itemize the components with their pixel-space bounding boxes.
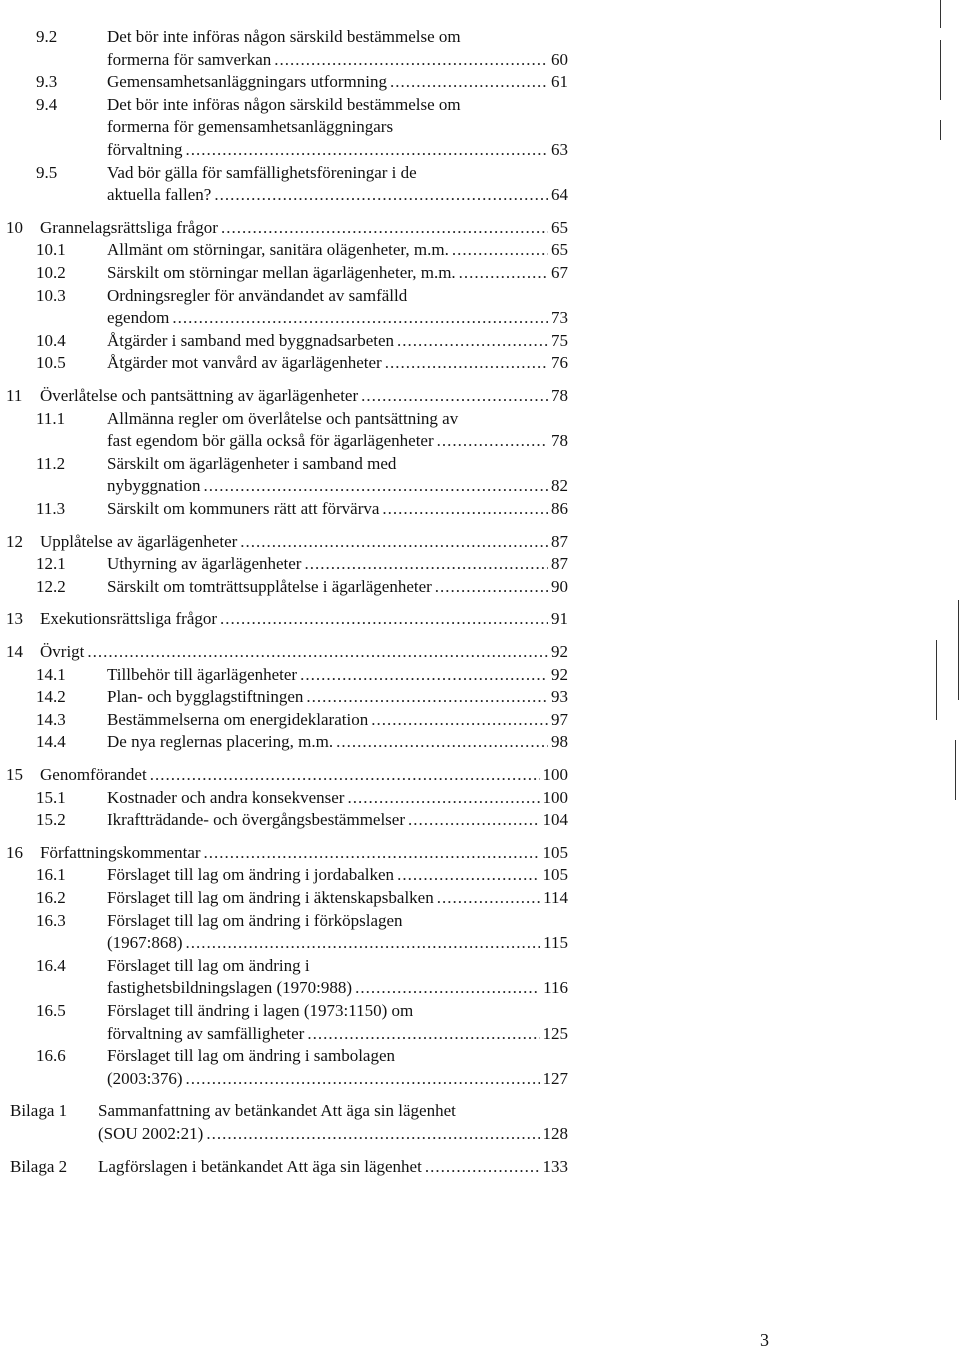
section-title: Förslaget till lag om ändring i jordabalken (107, 865, 395, 885)
section-title: Särskilt om störningar mellan ägarlägenheter, m.m. (107, 263, 456, 282)
section-title: De nya reglernas placering, m.m. (107, 732, 334, 752)
section-number: 12.1 (36, 554, 66, 574)
section-title: Förslaget till lag om ändring i förköpslagen (107, 910, 403, 930)
page-ref: 100 (542, 765, 568, 784)
toc-line (0, 182, 578, 208)
page-ref: 105 (542, 865, 568, 885)
section-title: fastighetsbildningslagen (1970:988) (107, 978, 353, 998)
page-ref: 98 (551, 732, 568, 752)
section-title: Ordningsregler för användandet av samfälld (107, 285, 408, 305)
page-ref: 73 (551, 308, 568, 328)
section-title: egendom (107, 308, 170, 328)
dot-leader (220, 606, 548, 632)
section-number: 12 (6, 531, 23, 551)
section-number: 16 (6, 842, 23, 862)
dot-leader (382, 496, 548, 522)
section-title: Grannelagsrättsliga frågor (40, 217, 218, 237)
dot-leader (186, 1066, 540, 1092)
section-number: 11.3 (36, 499, 66, 518)
section-number: 10 (6, 217, 23, 237)
page-ref: 65 (551, 240, 568, 260)
section-title: aktuella fallen? (107, 185, 212, 205)
section-title: Uthyrning av ägarlägenheter (107, 554, 302, 574)
dot-leader (408, 807, 539, 833)
section-title: Allmänna regler om överlåtelse och pantsättning av (107, 408, 459, 428)
page-number: 3 (760, 1330, 769, 1350)
toc-line (0, 606, 578, 632)
section-number: 10.5 (36, 353, 66, 373)
section-number: 14 (6, 642, 23, 661)
dot-leader (206, 1121, 539, 1147)
scan-artifact (955, 740, 956, 800)
toc-line (0, 729, 578, 755)
page-ref: 60 (551, 49, 568, 69)
section-title: Det bör inte införas någon särskild bestämmelse om (107, 27, 461, 46)
page-ref: 100 (542, 787, 568, 807)
page-ref: 64 (551, 185, 568, 205)
section-number: 10.1 (36, 240, 66, 260)
section-title: Åtgärder mot vanvård av ägarlägenheter (107, 353, 382, 373)
section-number: 15 (6, 765, 23, 784)
page-ref: 67 (551, 263, 568, 282)
section-title: Gemensamhetsanläggningars utformning (107, 72, 387, 92)
section-title: formerna för samverkan (107, 49, 272, 69)
page-ref: 105 (542, 842, 568, 862)
section-title: nybyggnation (107, 476, 201, 496)
section-title: (2003:376) (107, 1068, 183, 1088)
section-number: 11.1 (36, 408, 66, 428)
section-title: (SOU 2002:21) (98, 1124, 204, 1143)
section-number: 16.2 (36, 888, 66, 907)
section-number: 16.4 (36, 955, 66, 975)
section-number: 15.1 (36, 787, 66, 807)
scan-artifact (940, 0, 941, 28)
section-title: Genomförandet (40, 765, 147, 784)
section-title: Förslaget till lag om ändring i (107, 955, 310, 975)
section-title: Bestämmelserna om energideklaration (107, 709, 369, 729)
section-number: 10.4 (36, 330, 66, 350)
section-number: 14.1 (36, 664, 66, 684)
scan-artifact (936, 640, 937, 720)
section-title: Tillbehör till ägarlägenheter (107, 664, 298, 684)
section-number: 11.2 (36, 453, 66, 473)
page-ref: 104 (542, 810, 568, 830)
toc-line (0, 1154, 578, 1180)
section-number: 11 (6, 386, 23, 405)
section-title: Exekutionsrättsliga frågor (40, 609, 218, 629)
section-title: Plan- och bygglagstiftningen (107, 687, 304, 707)
section-number: 16.5 (36, 1001, 66, 1020)
section-title: Åtgärder i samband med byggnadsarbeten (107, 330, 395, 350)
page-ref: 61 (551, 72, 568, 92)
section-number: 15.2 (36, 810, 66, 830)
section-title: (1967:868) (107, 933, 183, 953)
scan-artifact (958, 600, 959, 700)
section-title: Ikraftträdande- och övergångsbestämmelser (107, 810, 406, 830)
page-ref: 90 (551, 576, 568, 596)
section-title: Kostnader och andra konsekvenser (107, 787, 345, 807)
section-title: Överlåtelse och pantsättning av ägarlägenheter (40, 386, 359, 405)
section-title: Förslaget till lag om ändring i äktenskapsbalken (107, 888, 434, 907)
page-ref: 114 (543, 888, 568, 907)
dot-leader (336, 729, 548, 755)
page-ref: 78 (551, 431, 568, 451)
page-ref: 63 (551, 140, 568, 159)
section-title: Upplåtelse av ägarlägenheter (40, 531, 238, 551)
page-ref: 87 (551, 554, 568, 574)
page-ref: 127 (542, 1068, 568, 1088)
dot-leader (425, 1154, 540, 1180)
section-title: Sammanfattning av betänkandet Att äga sin lägenhet (98, 1101, 456, 1121)
toc-line (0, 574, 578, 600)
section-title: Förslaget till lag om ändring i sambolagen (107, 1046, 396, 1066)
section-title: förvaltning av samfälligheter (107, 1023, 305, 1043)
scan-artifact (940, 40, 941, 100)
page-ref: 65 (551, 217, 568, 237)
section-number: 16.3 (36, 910, 66, 930)
page-ref: 116 (543, 978, 568, 998)
section-number: 14.2 (36, 687, 66, 707)
section-title: Allmänt om störningar, sanitära olägenheter, m.m. (107, 240, 449, 260)
dot-leader (214, 182, 548, 208)
section-number: 9.2 (36, 27, 58, 46)
section-number: 14.4 (36, 732, 66, 752)
section-number: 9.5 (36, 162, 58, 182)
page-ref: 76 (551, 353, 568, 373)
section-title: formerna för gemensamhetsanläggningars (107, 117, 394, 137)
page-ref: 91 (551, 609, 568, 629)
page-ref: 133 (542, 1156, 568, 1176)
section-title: Särskilt om tomträttsupplåtelse i ägarlägenheter (107, 576, 432, 596)
section-number: 16.1 (36, 865, 66, 885)
toc-line (0, 350, 578, 376)
dot-leader (385, 350, 548, 376)
section-number: 10.3 (36, 285, 66, 305)
section-title: Övrigt (40, 642, 85, 661)
dot-leader (435, 574, 548, 600)
section-number: 13 (6, 609, 23, 629)
section-title: Författningskommentar (40, 842, 201, 862)
section-number: 9.4 (36, 94, 58, 114)
toc-line (0, 807, 578, 833)
section-number: 10.2 (36, 263, 66, 282)
section-number: 14.3 (36, 709, 66, 729)
scan-artifact (940, 120, 941, 140)
page-ref: 87 (551, 531, 568, 551)
page-ref: 128 (542, 1124, 568, 1143)
page-ref: 125 (542, 1023, 568, 1043)
toc-line (0, 496, 578, 522)
section-title: Förslaget till ändring i lagen (1973:1150) om (107, 1001, 414, 1020)
page-ref: 97 (551, 709, 568, 729)
section-number: Bilaga 1 (10, 1101, 68, 1121)
page-ref: 78 (551, 386, 568, 405)
section-number: Bilaga 2 (10, 1156, 68, 1176)
page-ref: 115 (543, 933, 568, 953)
page-ref: 75 (551, 330, 568, 350)
section-title: Det bör inte införas någon särskild bestämmelse om (107, 94, 461, 114)
section-title: fast egendom bör gälla också för ägarlägenheter (107, 431, 434, 451)
section-title: Särskilt om ägarlägenheter i samband med (107, 453, 397, 473)
section-title: förvaltning (107, 140, 183, 159)
toc-line (0, 1121, 578, 1147)
section-title: Vad bör gälla för samfällighetsföreningar i de (107, 162, 417, 182)
section-number: 12.2 (36, 576, 66, 596)
page-ref: 86 (551, 499, 568, 518)
section-number: 16.6 (36, 1046, 66, 1066)
section-title: Lagförslagen i betänkandet Att äga sin lägenhet (98, 1156, 422, 1176)
section-title: Särskilt om kommuners rätt att förvärva (107, 499, 380, 518)
toc-line (0, 1066, 578, 1092)
page-ref: 82 (551, 476, 568, 496)
page-ref: 93 (551, 687, 568, 707)
page-ref: 92 (551, 642, 568, 661)
section-number: 9.3 (36, 72, 58, 92)
page-ref: 92 (551, 664, 568, 684)
